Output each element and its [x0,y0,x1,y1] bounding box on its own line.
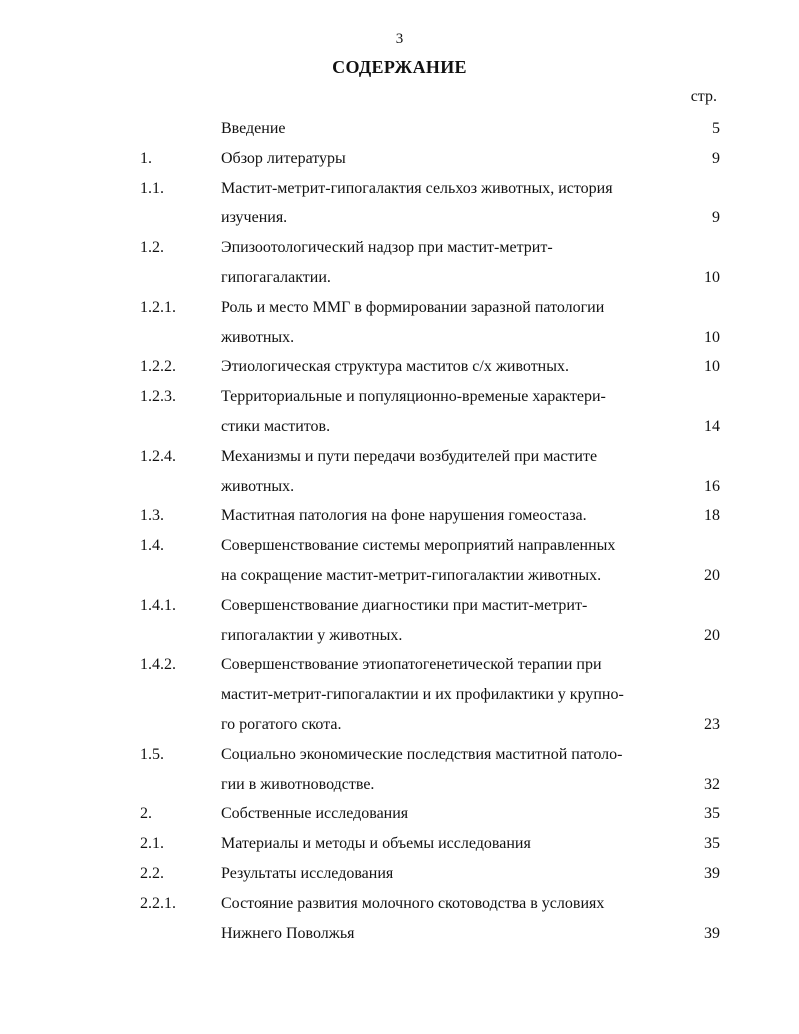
toc-line [0,829,799,859]
toc-entry-text: Введение [221,120,286,137]
toc-entry-page: 18 [704,507,720,525]
toc-entry-number: 1.4.2. [140,656,176,674]
toc-entry-number: 1.1. [140,179,164,197]
toc-entry-page: 10 [704,268,720,286]
page-column-label: стр. [690,88,717,105]
toc-entry-text: Совершенствование диагностики при мастит-метрит- [221,596,588,614]
toc-entry-number: 1.3. [140,507,164,525]
toc-entry-text: Совершенствование системы мероприятий направленных [221,537,616,555]
toc-line [0,531,799,561]
toc-entry-page: 32 [704,775,720,793]
toc-entry-text: гипогалактии у животных. [221,626,403,644]
toc-line [0,382,799,412]
toc-line [0,770,799,800]
toc-entry-text: Совершенствование этиопатогенетической терапии при [221,656,602,674]
toc-entry-text: Нижнего Поволжья [221,924,355,942]
toc-entry-page: 5 [712,120,720,137]
toc-entry-number: 1.4. [140,537,164,555]
toc-entry [0,859,799,889]
toc-entry [0,799,799,829]
toc-entry [0,352,799,382]
toc-line [0,710,799,740]
toc-line [0,412,799,442]
toc-entry [0,650,799,739]
toc-entry-text: животных. [221,477,295,495]
toc-entry-text: Обзор литературы [221,149,346,167]
toc-entry-number: 2.2.1. [140,894,176,912]
page-number: 3 [395,31,404,47]
toc-entry [0,501,799,531]
toc-entry-page: 10 [704,328,720,346]
toc-entry-number: 1.2. [140,239,164,257]
toc-entry [0,442,799,502]
toc-line [0,501,799,531]
toc-entry-page: 10 [704,358,720,376]
toc-entry-number: 2. [140,805,152,823]
toc-entry-text: Территориальные и популяционно-временые характери- [221,388,606,406]
toc-line [0,472,799,502]
toc-line [0,650,799,680]
toc-entry-text: мастит-метрит-гипогалактии и их профилактики у крупно- [221,686,624,704]
toc-entry-number: 1. [140,149,152,167]
toc-entry-text: гипогагалактии. [221,268,331,286]
toc-line [0,203,799,233]
toc-line [0,174,799,204]
toc-line [0,323,799,353]
toc-line [0,233,799,263]
toc-line [0,919,799,949]
toc-entry-page: 20 [704,566,720,584]
toc-entry-text: Результаты исследования [221,864,394,882]
toc-line [0,799,799,829]
toc-entry-text: Маститная патология на фоне нарушения гомеостаза. [221,507,587,525]
toc-entry-page: 39 [704,924,720,942]
toc-entry-page: 16 [704,477,720,495]
toc-entry-text: Собственные исследования [221,805,409,823]
toc-entry [0,174,799,234]
toc-entry-number: 1.2.2. [140,358,176,376]
toc-entry-number: 1.2.1. [140,298,176,316]
toc-entry-page: 35 [704,805,720,823]
toc-entry-page: 20 [704,626,720,644]
toc-entry-text: Мастит-метрит-гипогалактия сельхоз животных, история [221,179,613,197]
toc-line [0,859,799,889]
toc-entry-text: на сокращение мастит-метрит-гипогалактии животных. [221,566,602,584]
toc-entry-text: изучения. [221,209,288,227]
toc-entry [0,740,799,800]
toc-entry [0,144,799,174]
toc-line [0,144,799,174]
toc-entry-page: 14 [704,417,720,435]
toc-entry-text: животных. [221,328,295,346]
toc-entry-number: 1.2.4. [140,447,176,465]
toc-line [0,740,799,770]
toc-line [0,621,799,651]
toc-entry-page: 39 [704,864,720,882]
toc-line [0,263,799,293]
toc-entry [0,889,799,949]
toc-line [0,114,799,144]
toc-entry-page: 35 [704,835,720,853]
table-of-contents [0,114,799,948]
toc-entry-text: Состояние развития молочного скотоводства в условиях [221,894,605,912]
toc-entry-text: го рогатого скота. [221,715,342,733]
toc-entry-text: Роль и место ММГ в формировании заразной патологии [221,298,605,316]
toc-entry-text: стики маститов. [221,417,331,435]
toc-entry-text: Социально экономические последствия маститной патоло- [221,745,623,763]
toc-entry-number: 2.1. [140,835,164,853]
toc-entry-page: 9 [712,149,720,167]
toc-entry-page: 9 [712,209,720,227]
toc-entry-number: 1.5. [140,745,164,763]
toc-entry [0,293,799,353]
toc-entry [0,829,799,859]
toc-entry-text: Эпизоотологический надзор при мастит-метрит- [221,239,553,257]
toc-line [0,293,799,323]
toc-entry-number: 1.2.3. [140,388,176,406]
toc-line [0,889,799,919]
toc-line [0,680,799,710]
toc-entry-text: гии в животноводстве. [221,775,375,793]
toc-entry [0,591,799,651]
toc-entry [0,531,799,591]
toc-line [0,561,799,591]
toc-line [0,352,799,382]
toc-entry-text: Материалы и методы и объемы исследования [221,835,531,853]
toc-entry [0,233,799,293]
toc-entry-number: 1.4.1. [140,596,176,614]
toc-entry-number: 2.2. [140,864,164,882]
toc-entry-text: Механизмы и пути передачи возбудителей при мастите [221,447,598,465]
toc-entry-page: 23 [704,715,720,733]
toc-line [0,442,799,472]
toc-line [0,591,799,621]
toc-entry [0,382,799,442]
page-title: СОДЕРЖАНИЕ [332,57,467,77]
toc-entry-text: Этиологическая структура маститов с/х животных. [221,358,569,376]
toc-entry [0,114,799,144]
